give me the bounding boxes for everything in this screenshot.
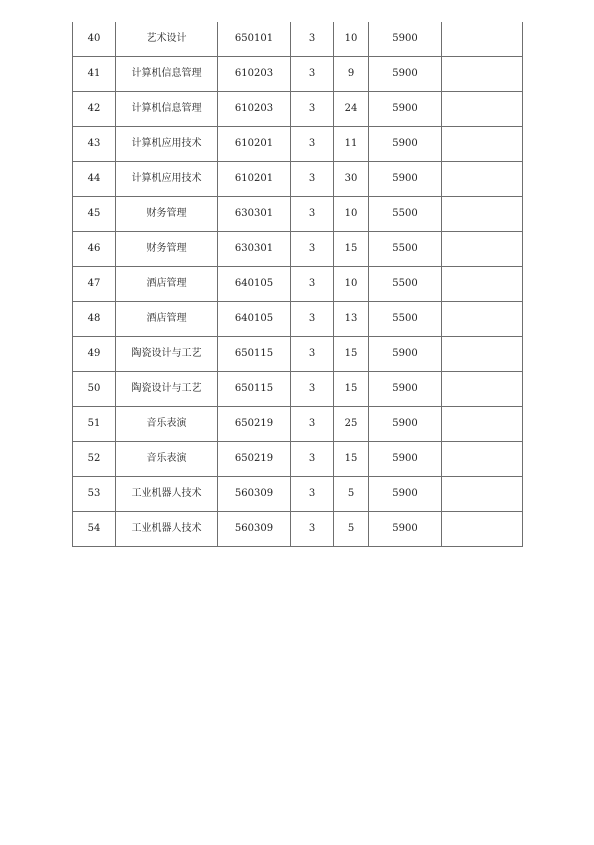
major-code-cell: 650115 [218, 337, 291, 372]
major-name-cell: 计算机应用技术 [116, 127, 218, 162]
major-name-cell: 财务管理 [116, 232, 218, 267]
quota-cell: 24 [334, 92, 369, 127]
remarks-cell [442, 302, 523, 337]
tuition-cell: 5500 [369, 302, 442, 337]
tuition-cell: 5500 [369, 197, 442, 232]
major-code-cell: 650101 [218, 22, 291, 57]
row-number-cell: 50 [73, 372, 116, 407]
row-number-cell: 42 [73, 92, 116, 127]
row-number-cell: 44 [73, 162, 116, 197]
quota-cell: 25 [334, 407, 369, 442]
row-number-cell: 53 [73, 477, 116, 512]
duration-cell: 3 [291, 22, 334, 57]
table-row [73, 162, 523, 197]
row-number-cell: 51 [73, 407, 116, 442]
duration-cell: 3 [291, 512, 334, 547]
major-name-cell: 音乐表演 [116, 442, 218, 477]
remarks-cell [442, 22, 523, 57]
duration-cell: 3 [291, 302, 334, 337]
quota-cell: 15 [334, 372, 369, 407]
major-code-cell: 640105 [218, 302, 291, 337]
tuition-cell: 5900 [369, 477, 442, 512]
major-name-cell: 酒店管理 [116, 302, 218, 337]
table-row [73, 477, 523, 512]
quota-cell: 11 [334, 127, 369, 162]
remarks-cell [442, 57, 523, 92]
remarks-cell [442, 127, 523, 162]
quota-cell: 10 [334, 267, 369, 302]
remarks-cell [442, 232, 523, 267]
tuition-cell: 5900 [369, 57, 442, 92]
remarks-cell [442, 162, 523, 197]
table-row [73, 57, 523, 92]
major-code-cell: 650219 [218, 407, 291, 442]
row-number-cell: 40 [73, 22, 116, 57]
major-code-cell: 630301 [218, 232, 291, 267]
table-row [73, 92, 523, 127]
remarks-cell [442, 512, 523, 547]
table-row [73, 267, 523, 302]
enrollment-table [72, 22, 523, 547]
quota-cell: 9 [334, 57, 369, 92]
table-row [73, 407, 523, 442]
duration-cell: 3 [291, 162, 334, 197]
tuition-cell: 5500 [369, 267, 442, 302]
remarks-cell [442, 442, 523, 477]
tuition-cell: 5900 [369, 127, 442, 162]
quota-cell: 15 [334, 232, 369, 267]
major-name-cell: 计算机应用技术 [116, 162, 218, 197]
remarks-cell [442, 197, 523, 232]
major-name-cell: 艺术设计 [116, 22, 218, 57]
row-number-cell: 46 [73, 232, 116, 267]
major-code-cell: 650219 [218, 442, 291, 477]
major-name-cell: 酒店管理 [116, 267, 218, 302]
quota-cell: 10 [334, 22, 369, 57]
major-code-cell: 610203 [218, 57, 291, 92]
major-code-cell: 610201 [218, 162, 291, 197]
row-number-cell: 43 [73, 127, 116, 162]
tuition-cell: 5900 [369, 512, 442, 547]
remarks-cell [442, 267, 523, 302]
tuition-cell: 5900 [369, 92, 442, 127]
table-row [73, 372, 523, 407]
major-code-cell: 610201 [218, 127, 291, 162]
major-code-cell: 630301 [218, 197, 291, 232]
table-row [73, 197, 523, 232]
major-name-cell: 工业机器人技术 [116, 477, 218, 512]
quota-cell: 5 [334, 512, 369, 547]
duration-cell: 3 [291, 442, 334, 477]
major-code-cell: 650115 [218, 372, 291, 407]
major-name-cell: 陶瓷设计与工艺 [116, 372, 218, 407]
tuition-cell: 5900 [369, 162, 442, 197]
major-name-cell: 财务管理 [116, 197, 218, 232]
quota-cell: 30 [334, 162, 369, 197]
row-number-cell: 41 [73, 57, 116, 92]
major-name-cell: 计算机信息管理 [116, 92, 218, 127]
duration-cell: 3 [291, 477, 334, 512]
tuition-cell: 5900 [369, 407, 442, 442]
quota-cell: 13 [334, 302, 369, 337]
quota-cell: 10 [334, 197, 369, 232]
table-row [73, 442, 523, 477]
duration-cell: 3 [291, 197, 334, 232]
remarks-cell [442, 372, 523, 407]
table-row [73, 232, 523, 267]
table-row [73, 512, 523, 547]
tuition-cell: 5900 [369, 442, 442, 477]
duration-cell: 3 [291, 337, 334, 372]
duration-cell: 3 [291, 267, 334, 302]
table-row [73, 22, 523, 57]
tuition-cell: 5500 [369, 232, 442, 267]
table-row [73, 127, 523, 162]
table-body [73, 22, 523, 547]
duration-cell: 3 [291, 92, 334, 127]
tuition-cell: 5900 [369, 337, 442, 372]
major-name-cell: 计算机信息管理 [116, 57, 218, 92]
major-code-cell: 640105 [218, 267, 291, 302]
major-name-cell: 陶瓷设计与工艺 [116, 337, 218, 372]
row-number-cell: 52 [73, 442, 116, 477]
table-row [73, 337, 523, 372]
major-name-cell: 音乐表演 [116, 407, 218, 442]
quota-cell: 15 [334, 442, 369, 477]
row-number-cell: 47 [73, 267, 116, 302]
remarks-cell [442, 92, 523, 127]
major-code-cell: 560309 [218, 477, 291, 512]
duration-cell: 3 [291, 57, 334, 92]
tuition-cell: 5900 [369, 22, 442, 57]
tuition-cell: 5900 [369, 372, 442, 407]
duration-cell: 3 [291, 372, 334, 407]
row-number-cell: 45 [73, 197, 116, 232]
major-code-cell: 560309 [218, 512, 291, 547]
quota-cell: 5 [334, 477, 369, 512]
major-name-cell: 工业机器人技术 [116, 512, 218, 547]
row-number-cell: 48 [73, 302, 116, 337]
duration-cell: 3 [291, 127, 334, 162]
remarks-cell [442, 337, 523, 372]
major-code-cell: 610203 [218, 92, 291, 127]
duration-cell: 3 [291, 232, 334, 267]
remarks-cell [442, 477, 523, 512]
row-number-cell: 54 [73, 512, 116, 547]
table-row [73, 302, 523, 337]
quota-cell: 15 [334, 337, 369, 372]
row-number-cell: 49 [73, 337, 116, 372]
remarks-cell [442, 407, 523, 442]
duration-cell: 3 [291, 407, 334, 442]
